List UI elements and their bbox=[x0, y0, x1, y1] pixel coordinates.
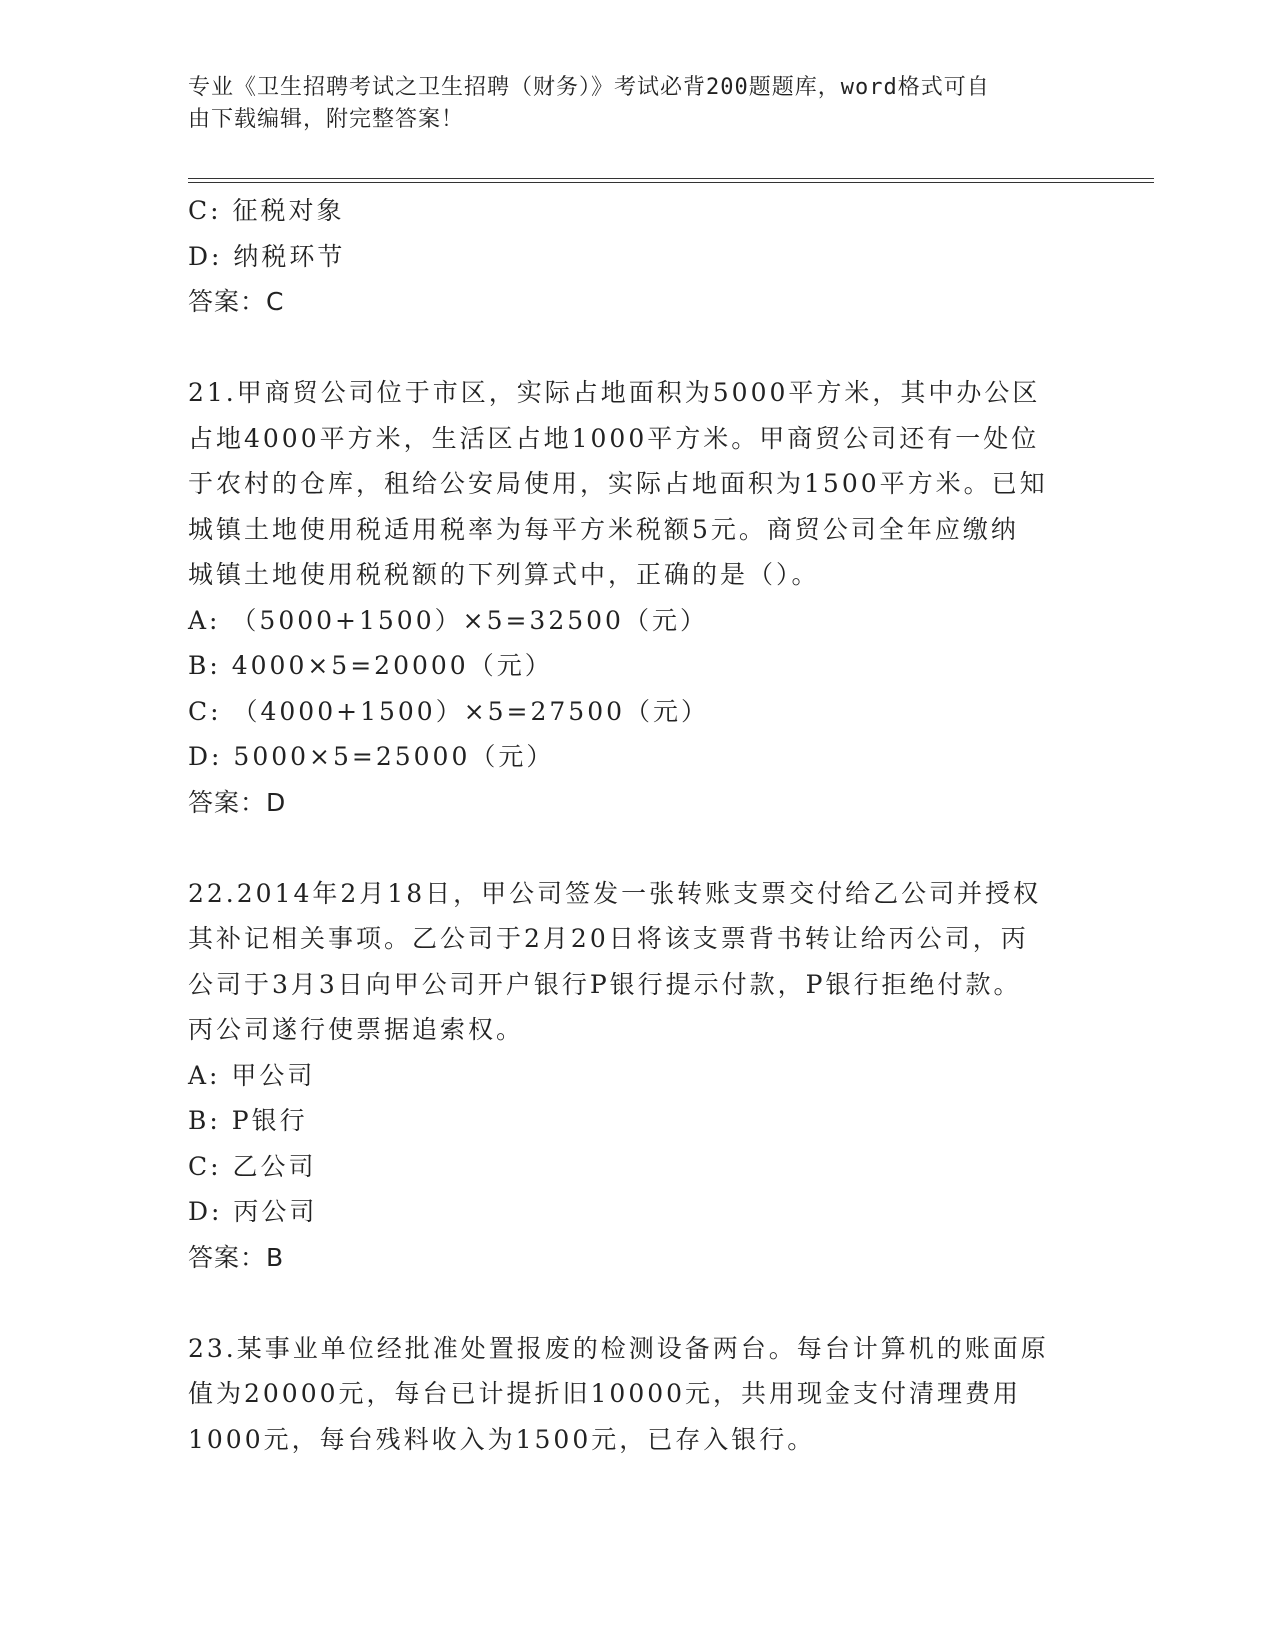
question-stem-line: 占地4000平方米，生活区占地1000平方米。甲商贸公司还有一处位 bbox=[188, 423, 1040, 453]
spacer bbox=[188, 325, 1088, 371]
question-stem-line: 公司于3月3日向甲公司开户银行P银行提示付款，P银行拒绝付款。 bbox=[188, 969, 1022, 999]
question-stem-line: 值为20000元，每台已计提折旧10000元，共用现金支付清理费用 bbox=[188, 1379, 1022, 1408]
answer-line: 答案：C bbox=[188, 287, 285, 316]
document-body bbox=[188, 188, 1088, 1462]
question-23 bbox=[188, 1326, 1088, 1463]
option-d: D: 纳税环节 bbox=[188, 241, 346, 271]
header-line-2: 由下载编辑，附完整答案！ bbox=[188, 107, 465, 132]
question-stem-line: 于农村的仓库，租给公安局使用，实际占地面积为1500平方米。已知 bbox=[188, 469, 1048, 498]
question-stem-line: 城镇土地使用税税额的下列算式中，正确的是（）。 bbox=[188, 560, 820, 589]
option-d: D: 丙公司 bbox=[188, 1197, 318, 1226]
spacer bbox=[188, 1280, 1088, 1326]
question-stem-line: 丙公司遂行使票据追索权。 bbox=[188, 1015, 525, 1044]
question-stem-line: 21.甲商贸公司位于市区，实际占地面积为5000平方米，其中办公区 bbox=[188, 378, 1041, 407]
option-b: B: 4000×5=20000（元） bbox=[188, 651, 553, 680]
answer-line: 答案：B bbox=[188, 1242, 285, 1272]
option-c: C: 乙公司 bbox=[188, 1151, 317, 1181]
spacer bbox=[188, 825, 1088, 871]
option-d: D: 5000×5=25000（元） bbox=[188, 742, 555, 771]
answer-line: 答案：D bbox=[188, 787, 287, 817]
option-a: A: 甲公司 bbox=[188, 1060, 316, 1090]
option-b: B: P银行 bbox=[188, 1106, 308, 1135]
option-c: C: 征税对象 bbox=[188, 196, 345, 225]
question-stem-line: 城镇土地使用税适用税率为每平方米税额5元。商贸公司全年应缴纳 bbox=[188, 514, 1019, 544]
question-stem-line: 23.某事业单位经批准处置报废的检测设备两台。每台计算机的账面原 bbox=[188, 1333, 1049, 1363]
question-stem-line: 1000元，每台残料收入为1500元，已存入银行。 bbox=[188, 1424, 816, 1454]
header-rule-bottom bbox=[188, 182, 1154, 183]
question-stem-line: 22.2014年2月18日，甲公司签发一张转账支票交付给乙公司并授权 bbox=[188, 878, 1042, 908]
question-21 bbox=[188, 370, 1088, 825]
document-header bbox=[188, 72, 1068, 136]
option-c: C: （4000+1500）×5=27500（元） bbox=[188, 696, 710, 726]
question-22 bbox=[188, 871, 1088, 1281]
option-a: A: （5000+1500）×5=32500（元） bbox=[188, 605, 708, 635]
prev-question-block bbox=[188, 188, 1088, 325]
header-line-1: 专业《卫生招聘考试之卫生招聘（财务）》考试必背200题题库，word格式可自 bbox=[188, 75, 990, 100]
header-rule-top bbox=[188, 178, 1154, 179]
question-stem-line: 其补记相关事项。乙公司于2月20日将该支票背书转让给丙公司，丙 bbox=[188, 924, 1029, 953]
